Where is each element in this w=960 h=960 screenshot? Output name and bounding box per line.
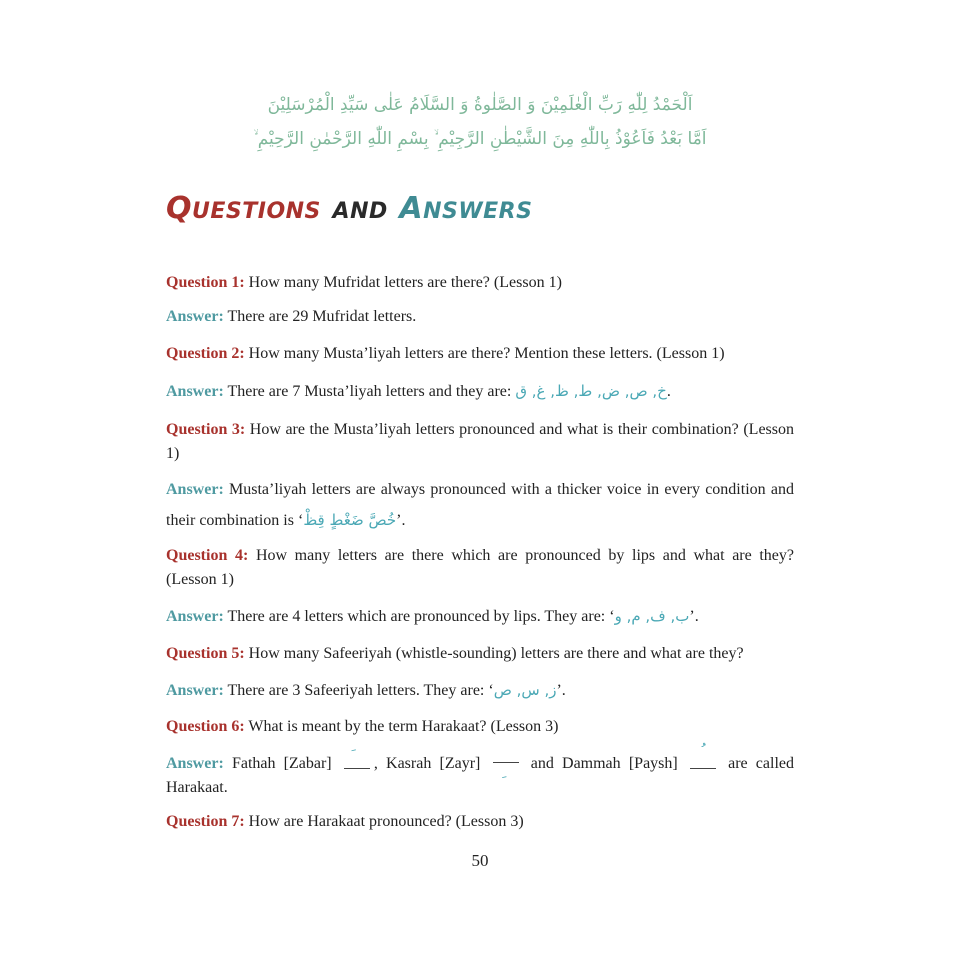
title-and: AND: [332, 199, 388, 224]
dammah-symbol: [688, 752, 718, 774]
answer-label: Answer:: [166, 755, 224, 772]
kasrah-symbol: [491, 752, 521, 774]
question-6: [166, 715, 794, 739]
question-text: How many Safeeriyah (whistle-sounding) letters are there and what are they?: [244, 645, 744, 662]
fathah-symbol: [342, 752, 372, 774]
title-q-rest: UESTIONS: [192, 199, 321, 224]
answer-end: ’.: [396, 512, 406, 529]
answer-text: There are 29 Mufridat letters.: [223, 308, 417, 325]
question-text: How many Musta’liyah letters are there? Mention these letters. (Lesson 1): [244, 345, 725, 362]
answer-end: ’.: [689, 608, 699, 625]
answer-text: Musta’liyah letters are always pronounced with a thicker voice in every condition and their combination is ‘: [166, 481, 794, 529]
question-label: Question 7:: [166, 813, 245, 830]
arabic-combination: خُصَّ ضَغْطٍ قِظْ: [303, 511, 397, 529]
question-label: Question 3:: [166, 421, 246, 438]
question-label: Question 4:: [166, 547, 249, 564]
question-2: [166, 342, 794, 366]
answer-text: There are 3 Safeeriyah letters. They are: ‘: [223, 682, 494, 699]
question-4: [166, 544, 794, 592]
answer-label: Answer:: [166, 608, 224, 625]
answer-text: There are 4 letters which are pronounced by lips. They are: ‘: [223, 608, 615, 625]
question-text: How are Harakaat pronounced? (Lesson 3): [244, 813, 524, 830]
answer-1: [166, 305, 794, 329]
answer-5: [166, 678, 794, 703]
question-1: [166, 271, 794, 295]
arabic-letters: خ, ص, ض, ط, ظ, غ, ق: [515, 382, 667, 400]
answer-3: [166, 475, 794, 536]
answer-label: Answer:: [166, 383, 224, 400]
question-label: Question 1:: [166, 274, 245, 291]
page-number: 50: [471, 851, 489, 870]
question-text: How many letters are there which are pronounced by lips and what are they? (Lesson 1): [166, 547, 795, 588]
arabic-header-line-1: اَلْحَمْدُ لِلّٰهِ رَبِّ الْعٰلَمِيْنَ وَ الصَّلٰوةُ وَ السَّلَامُ عَلٰى سَيِّدِ الْمُرْسَلِيْنَ: [267, 95, 693, 115]
question-text: What is meant by the term Harakaat? (Lesson 3): [244, 718, 559, 735]
answer-text: There are 7 Musta’liyah letters and they are:: [223, 383, 516, 400]
arabic-header: [250, 88, 710, 156]
question-text: How many Mufridat letters are there? (Lesson 1): [244, 274, 562, 291]
answer-2: [166, 379, 794, 404]
answer-6: [166, 752, 794, 800]
answer-label: Answer:: [166, 682, 224, 699]
title-q-initial: Q: [166, 191, 193, 226]
arabic-letters: ب, ف, م, و: [614, 607, 690, 625]
title-a-initial: A: [399, 191, 424, 226]
answer-4: [166, 604, 794, 629]
dammah-text: and Dammah [Paysh]: [522, 755, 686, 772]
kasrah-text: , Kasrah [Zayr]: [373, 755, 489, 772]
arabic-letters: ز, س, ص: [493, 681, 557, 699]
page-title: [166, 188, 532, 226]
answer-end: .: [666, 383, 671, 400]
question-label: Question 6:: [166, 718, 245, 735]
fathah-text: Fathah [Zabar]: [223, 755, 340, 772]
answer-end: ’.: [556, 682, 566, 699]
question-label: Question 2:: [166, 345, 245, 362]
question-7: [166, 810, 794, 834]
answer-end: are called Harakaat.: [166, 755, 794, 796]
answer-label: Answer:: [166, 481, 224, 498]
question-label: Question 5:: [166, 645, 245, 662]
question-5: [166, 642, 794, 666]
arabic-header-line-2: اَمَّا بَعْدُ فَاَعُوْذُ بِاللّٰهِ مِنَ الشَّيْطٰنِ الرَّجِيْمِ ۙ بِسْمِ اللّٰهِ الرَّحْمٰنِ الرَّحِيْمِ ۙ: [253, 129, 707, 149]
question-3: [166, 418, 794, 466]
question-text: How are the Musta’liyah letters pronounced and what is their combination? (Lesson 1): [166, 421, 794, 462]
answer-label: Answer:: [166, 308, 224, 325]
title-a-rest: NSWERS: [423, 199, 533, 224]
